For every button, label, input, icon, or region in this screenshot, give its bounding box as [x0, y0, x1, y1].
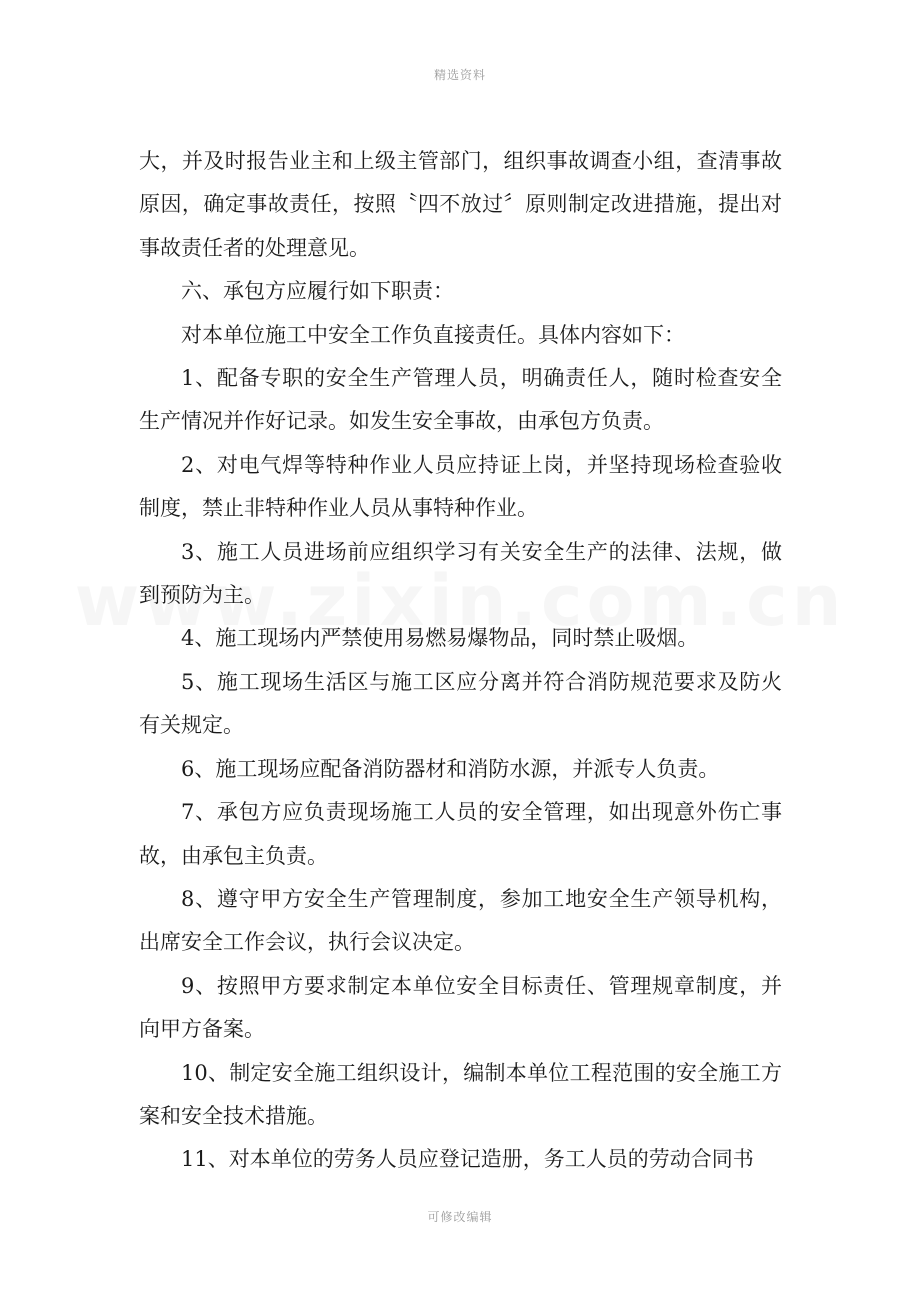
list-item-3: 3、施工人员进场前应组织学习有关安全生产的法律、法规，做到预防为主。: [139, 539, 782, 608]
list-item-4: 4、施工现场内严禁使用易燃易爆物品，同时禁止吸烟。: [181, 626, 699, 651]
list-item-10: 10、制定安全施工组织设计，编制本单位工程范围的安全施工方案和安全技术措施。: [139, 1060, 782, 1128]
list-item-2: 2、对电气焊等特种作业人员应持证上岗，并坚持现场检查验收制度，禁止非特种作业人员从事特种作业。: [139, 452, 782, 521]
list-item-1: 1、配备专职的安全生产管理人员，明确责任人，随时检查安全生产情况并作好记录。如发生安全事故，由承包方负责。: [139, 366, 782, 434]
list-item-8: 8、遵守甲方安全生产管理制度，参加工地安全生产领导机构，出席安全工作会议，执行会议决定。: [139, 886, 782, 955]
list-item-7: 7、承包方应负责现场施工人员的安全管理，如出现意外伤亡事故，由承包主负责。: [139, 800, 782, 868]
page-footer: 可修改编辑: [427, 1210, 493, 1224]
paragraph-continuation: 大，并及时报告业主和上级主管部门，组织事故调查小组，查清事故原因，确定事故责任，按照〝四不放过〞原则制定改进措施，提出对事故责任者的处理意见。: [139, 149, 782, 260]
list-item-11: 11、对本单位的劳务人员应登记造册，务工人员的劳动合同书: [181, 1147, 754, 1172]
page-header: 精选资料: [433, 68, 486, 82]
list-item-9: 9、按照甲方要求制定本单位安全目标责任、管理规章制度，并向甲方备案。: [139, 973, 782, 1042]
section-heading: 六、承包方应履行如下职责：: [181, 279, 454, 304]
section-intro: 对本单位施工中安全工作负直接责任。具体内容如下：: [181, 322, 685, 347]
list-item-5: 5、施工现场生活区与施工区应分离并符合消防规范要求及防火有关规定。: [139, 669, 782, 738]
list-item-6: 6、施工现场应配备消防器材和消防水源，并派专人负责。: [181, 756, 720, 781]
document-body: [139, 140, 782, 1182]
